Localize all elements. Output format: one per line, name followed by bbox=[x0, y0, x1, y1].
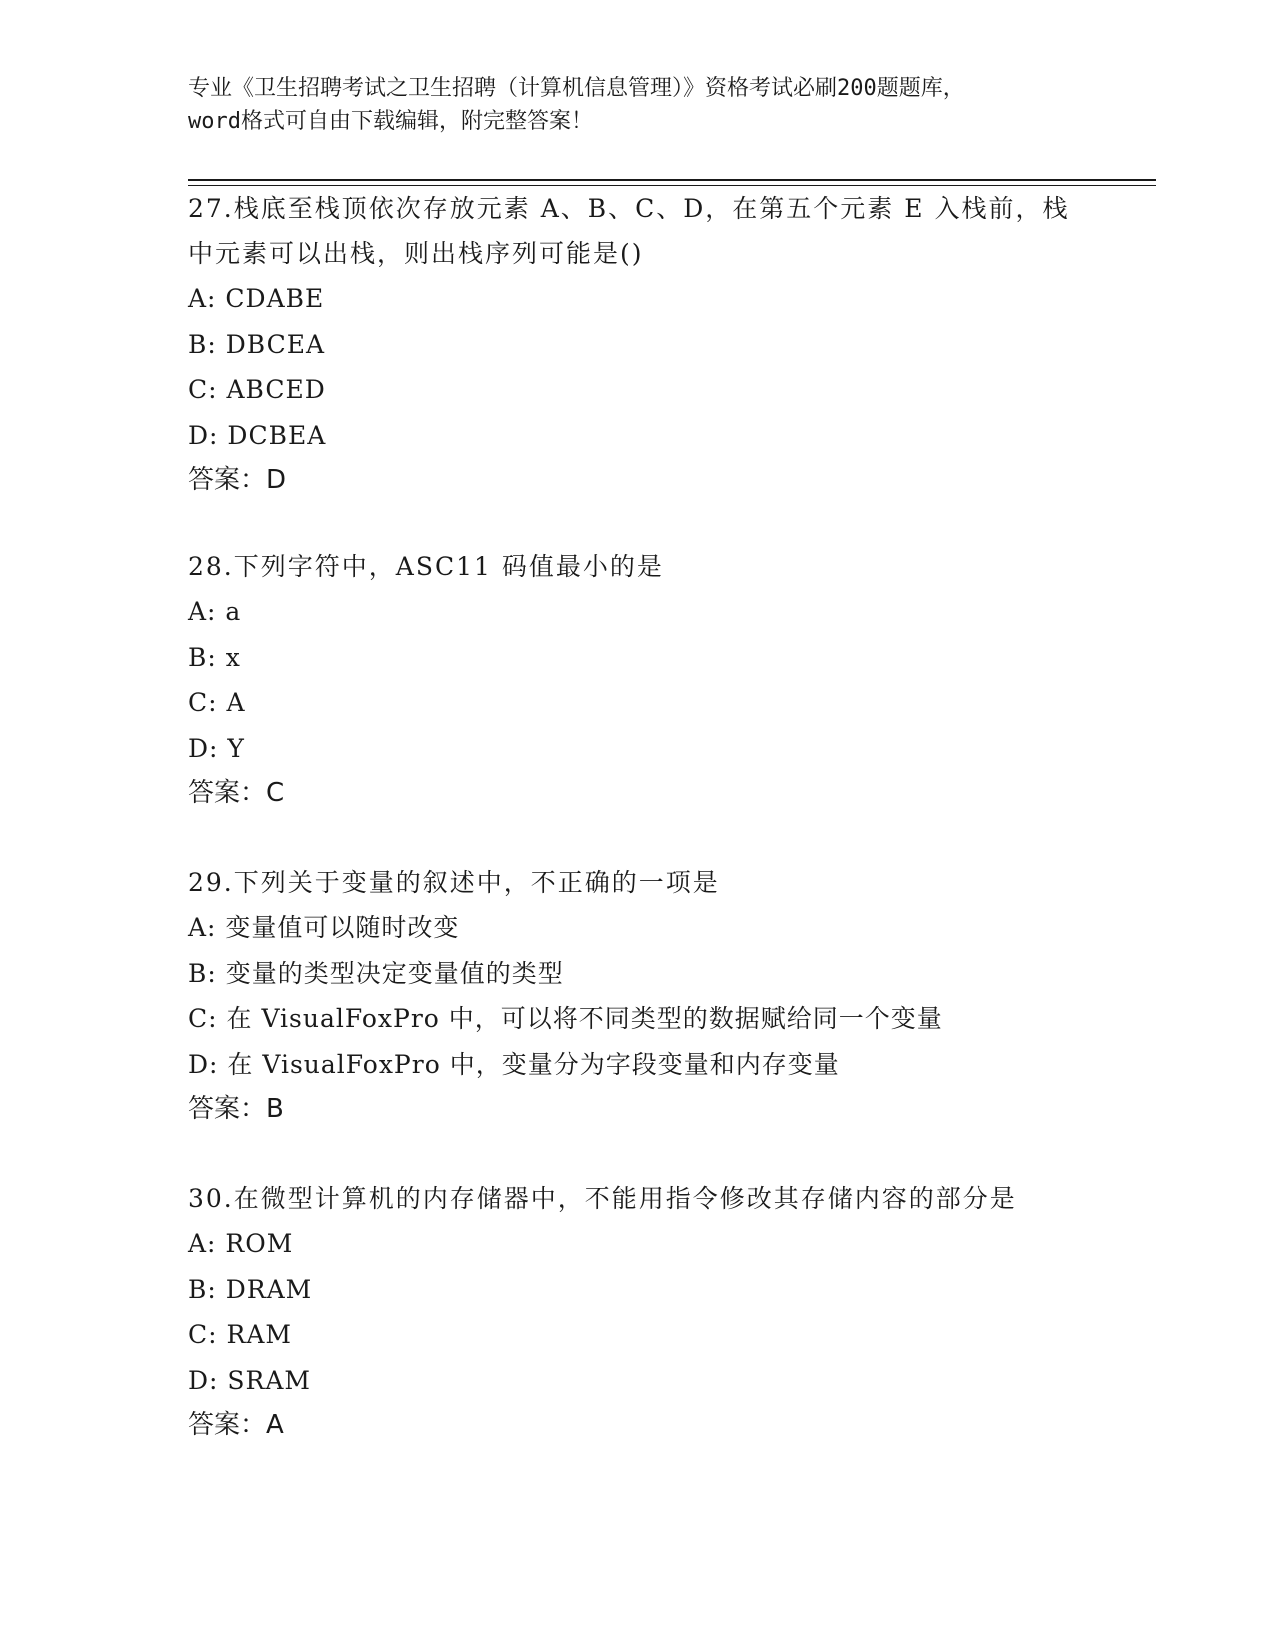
option-d: D: SRAM bbox=[188, 1365, 312, 1395]
option-b: B: 变量的类型决定变量值的类型 bbox=[188, 958, 564, 988]
header-divider-thick bbox=[188, 179, 1156, 181]
question-stem: 30.在微型计算机的内存储器中，不能用指令修改其存储内容的部分是 bbox=[188, 1184, 1017, 1213]
option-a: A: CDABE bbox=[188, 284, 325, 313]
option-b: B: x bbox=[188, 642, 241, 672]
option-b: B: DBCEA bbox=[188, 329, 326, 359]
option-d: D: Y bbox=[188, 733, 245, 763]
question-stem-continued: 中元素可以出栈，则出栈序列可能是() bbox=[188, 239, 644, 268]
answer: 答案：B bbox=[188, 1094, 284, 1124]
question-29 bbox=[188, 860, 1088, 1131]
answer: 答案：C bbox=[188, 778, 285, 808]
option-a: A: 变量值可以随时改变 bbox=[188, 913, 460, 942]
question-30 bbox=[188, 1176, 1088, 1447]
header-line-2: word格式可自由下载编辑，附完整答案！ bbox=[188, 109, 593, 134]
option-c: C: 在 VisualFoxPro 中，可以将不同类型的数据赋给同一个变量 bbox=[188, 1004, 943, 1033]
document-header bbox=[188, 72, 1088, 138]
answer: 答案：D bbox=[188, 465, 287, 495]
option-d: D: 在 VisualFoxPro 中，变量分为字段变量和内存变量 bbox=[188, 1049, 840, 1079]
option-a: A: a bbox=[188, 597, 242, 626]
option-d: D: DCBEA bbox=[188, 420, 327, 450]
option-b: B: DRAM bbox=[188, 1274, 313, 1304]
question-28 bbox=[188, 544, 1088, 815]
header-line-1: 专业《卫生招聘考试之卫生招聘（计算机信息管理）》资格考试必刷200题题库， bbox=[188, 76, 965, 101]
option-c: C: ABCED bbox=[188, 375, 326, 404]
option-c: C: RAM bbox=[188, 1320, 292, 1349]
option-a: A: ROM bbox=[188, 1229, 294, 1258]
question-stem: 29.下列关于变量的叙述中，不正确的一项是 bbox=[188, 868, 720, 897]
question-27 bbox=[188, 186, 1088, 502]
question-stem: 27.栈底至栈顶依次存放元素 A、B、C、D，在第五个元素 E 入栈前，栈 bbox=[188, 194, 1070, 223]
answer: 答案：A bbox=[188, 1410, 284, 1440]
question-stem: 28.下列字符中，ASC11 码值最小的是 bbox=[188, 552, 664, 581]
option-c: C: A bbox=[188, 688, 246, 717]
